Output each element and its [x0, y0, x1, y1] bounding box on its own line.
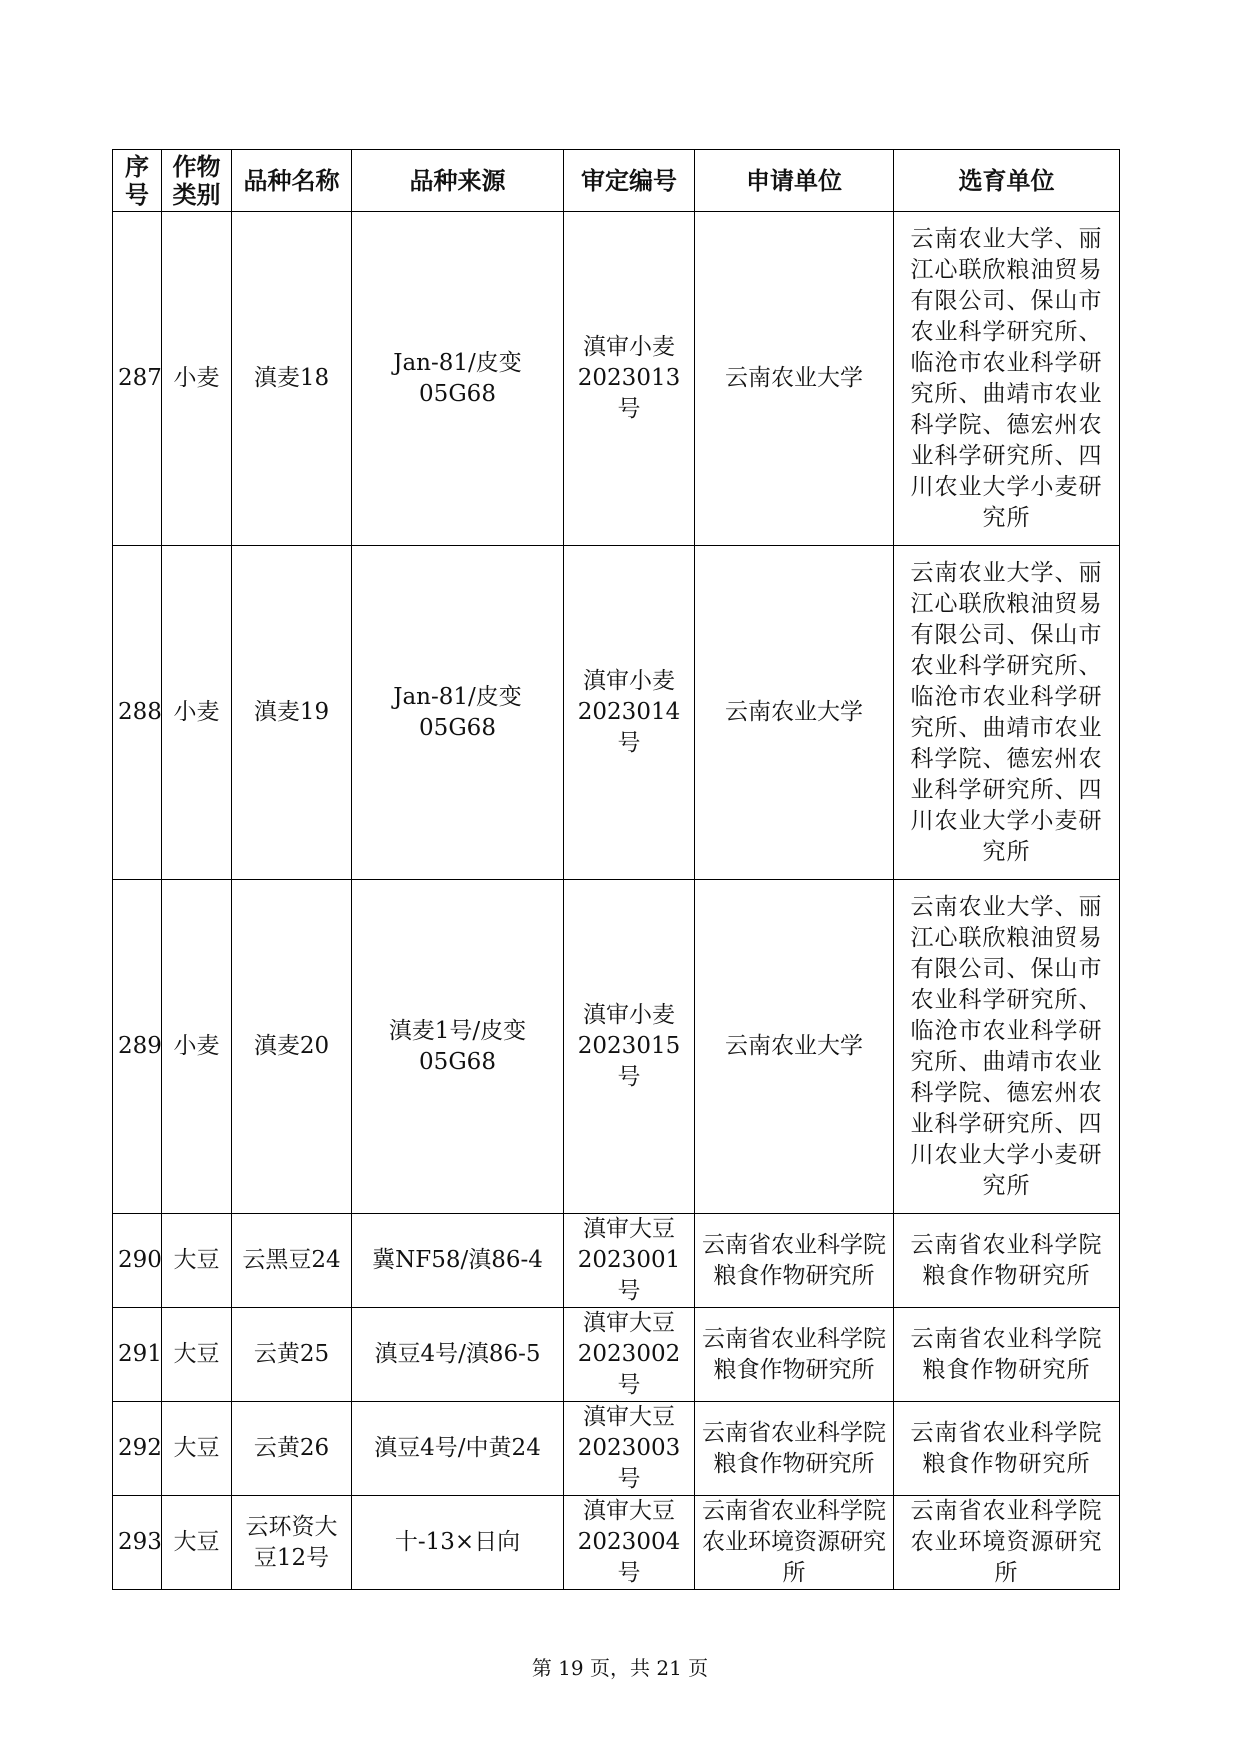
- header-approval: 审定编号: [564, 150, 695, 212]
- cell-approval: 滇审大豆2023001号: [564, 1214, 695, 1308]
- cell-crop: 小麦: [162, 546, 232, 880]
- cell-name: 滇麦19: [232, 546, 352, 880]
- cell-name: 云黑豆24: [232, 1214, 352, 1308]
- variety-table: [112, 149, 1120, 1590]
- cell-name: 云黄25: [232, 1308, 352, 1402]
- cell-crop: 小麦: [162, 880, 232, 1214]
- header-seq: 序号: [113, 150, 162, 212]
- cell-breeder: 云南农业大学、丽江心联欣粮油贸易有限公司、保山市农业科学研究所、临沧市农业科学研究所、曲靖市农业科学院、德宏州农业科学研究所、四川农业大学小麦研究所: [894, 880, 1120, 1214]
- header-breeder: 选育单位: [894, 150, 1120, 212]
- cell-breeder: 云南省农业科学院粮食作物研究所: [894, 1308, 1120, 1402]
- cell-source: 滇豆4号/滇86-5: [352, 1308, 564, 1402]
- cell-name: 云环资大豆12号: [232, 1496, 352, 1590]
- cell-crop: 小麦: [162, 212, 232, 546]
- cell-source: 十-13×日向: [352, 1496, 564, 1590]
- header-source: 品种来源: [352, 150, 564, 212]
- cell-seq: 293: [113, 1496, 162, 1590]
- cell-source: 滇豆4号/中黄24: [352, 1402, 564, 1496]
- cell-applicant: 云南农业大学: [695, 212, 894, 546]
- cell-applicant: 云南省农业科学院农业环境资源研究所: [695, 1496, 894, 1590]
- cell-breeder: 云南农业大学、丽江心联欣粮油贸易有限公司、保山市农业科学研究所、临沧市农业科学研究所、曲靖市农业科学院、德宏州农业科学研究所、四川农业大学小麦研究所: [894, 212, 1120, 546]
- header-applicant: 申请单位: [695, 150, 894, 212]
- cell-crop: 大豆: [162, 1402, 232, 1496]
- cell-approval: 滇审大豆2023004号: [564, 1496, 695, 1590]
- cell-applicant: 云南农业大学: [695, 546, 894, 880]
- header-crop: 作物类别: [162, 150, 232, 212]
- cell-approval: 滇审小麦2023015号: [564, 880, 695, 1214]
- cell-breeder: 云南省农业科学院粮食作物研究所: [894, 1402, 1120, 1496]
- cell-seq: 290: [113, 1214, 162, 1308]
- table-row: [113, 1496, 1120, 1590]
- table-row: [113, 1308, 1120, 1402]
- cell-crop: 大豆: [162, 1496, 232, 1590]
- cell-seq: 288: [113, 546, 162, 880]
- cell-crop: 大豆: [162, 1308, 232, 1402]
- cell-applicant: 云南省农业科学院粮食作物研究所: [695, 1402, 894, 1496]
- header-name: 品种名称: [232, 150, 352, 212]
- cell-source: Jan-81/皮变05G68: [352, 546, 564, 880]
- table-row: [113, 212, 1120, 546]
- cell-source: Jan-81/皮变05G68: [352, 212, 564, 546]
- cell-approval: 滇审小麦2023014号: [564, 546, 695, 880]
- cell-breeder: 云南省农业科学院粮食作物研究所: [894, 1214, 1120, 1308]
- table-header-row: [113, 150, 1120, 212]
- cell-breeder: 云南省农业科学院农业环境资源研究所: [894, 1496, 1120, 1590]
- cell-name: 滇麦18: [232, 212, 352, 546]
- cell-name: 云黄26: [232, 1402, 352, 1496]
- cell-seq: 289: [113, 880, 162, 1214]
- page-number-footer: 第 19 页，共 21 页: [531, 1656, 709, 1680]
- cell-applicant: 云南农业大学: [695, 880, 894, 1214]
- cell-crop: 大豆: [162, 1214, 232, 1308]
- cell-name: 滇麦20: [232, 880, 352, 1214]
- cell-source: 冀NF58/滇86-4: [352, 1214, 564, 1308]
- cell-seq: 291: [113, 1308, 162, 1402]
- cell-applicant: 云南省农业科学院粮食作物研究所: [695, 1214, 894, 1308]
- cell-approval: 滇审小麦2023013号: [564, 212, 695, 546]
- table-row: [113, 1214, 1120, 1308]
- cell-breeder: 云南农业大学、丽江心联欣粮油贸易有限公司、保山市农业科学研究所、临沧市农业科学研究所、曲靖市农业科学院、德宏州农业科学研究所、四川农业大学小麦研究所: [894, 546, 1120, 880]
- cell-source: 滇麦1号/皮变05G68: [352, 880, 564, 1214]
- cell-approval: 滇审大豆2023003号: [564, 1402, 695, 1496]
- table-row: [113, 1402, 1120, 1496]
- cell-approval: 滇审大豆2023002号: [564, 1308, 695, 1402]
- cell-seq: 292: [113, 1402, 162, 1496]
- table-row: [113, 546, 1120, 880]
- cell-seq: 287: [113, 212, 162, 546]
- cell-applicant: 云南省农业科学院粮食作物研究所: [695, 1308, 894, 1402]
- table-row: [113, 880, 1120, 1214]
